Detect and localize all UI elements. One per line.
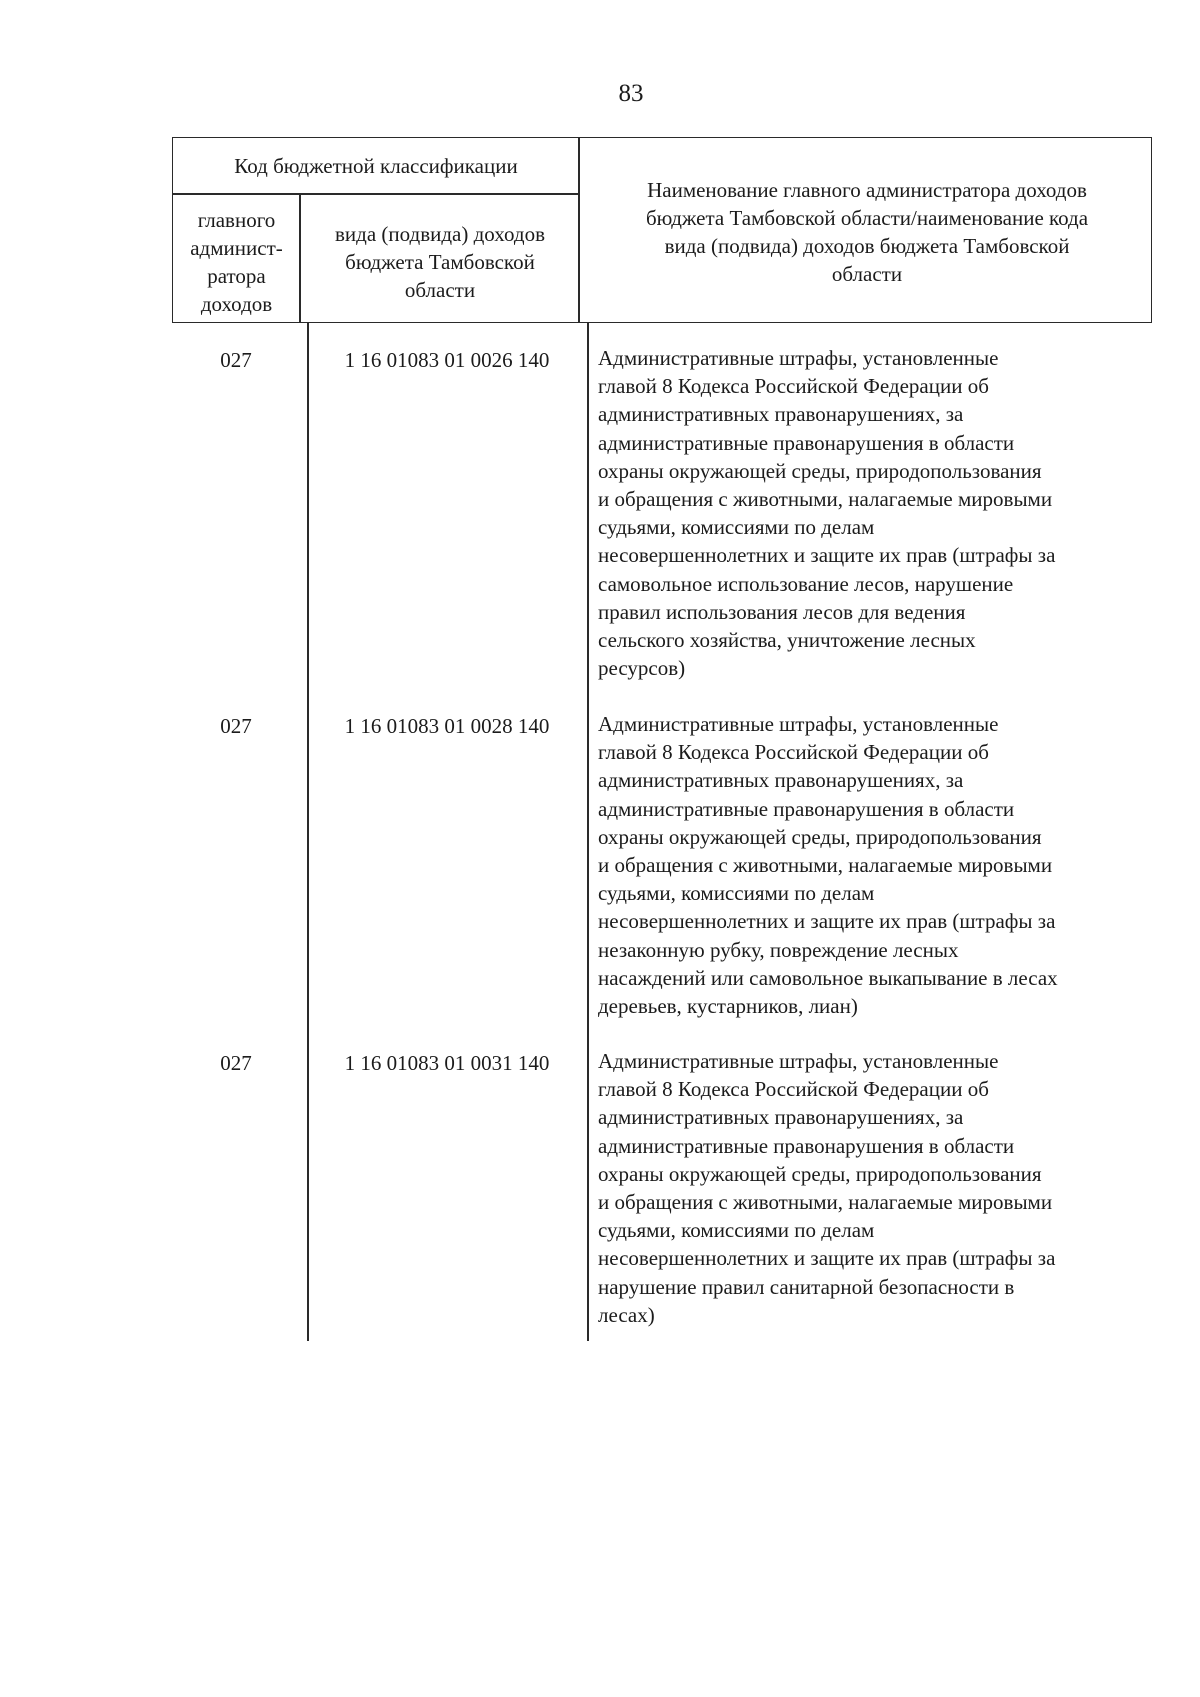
table-row-2-name: Административные штрафы, установленные главой 8 Кодекса Российской Федерации об административных правонарушениях, за административные правонарушения в области охраны окружающей среды, природопользования и обращения с животными, налагаемые мировыми судьями, комиссиями по делам несовершеннолетних и защите их прав (штрафы за незаконную рубку, повреждение лесных насаждений или самовольное выкапывание в лесах деревьев, кустарников, лиан) — [598, 712, 1058, 1019]
table-header — [172, 137, 1152, 323]
body-divider-1 — [307, 323, 309, 1341]
page-number: 83 — [618, 80, 644, 107]
header-col-admin: главного админист- ратора доходов — [190, 208, 283, 316]
table-row-2-code: 1 16 01083 01 0028 140 — [344, 714, 550, 738]
table-row-1-code: 1 16 01083 01 0026 140 — [344, 348, 550, 372]
table-row-1-name: Административные штрафы, установленные главой 8 Кодекса Российской Федерации об административных правонарушениях, за административные правонарушения в области охраны окружающей среды, природопользования и обращения с животными, налагаемые мировыми судьями, комиссиями по делам несовершеннолетних и защите их прав (штрафы за самовольное использование лесов, нарушение правил использования лесов для ведения сельского хозяйства, уничтожение лесных ресурсов) — [598, 346, 1056, 681]
table-row-3-name: Административные штрафы, установленные главой 8 Кодекса Российской Федерации об административных правонарушениях, за административные правонарушения в области охраны окружающей среды, природопользования и обращения с животными, налагаемые мировыми судьями, комиссиями по делам несовершеннолетних и защите их прав (штрафы за нарушение правил санитарной безопасности в лесах) — [598, 1049, 1056, 1327]
header-divider-code-group — [173, 193, 578, 195]
header-col-kind: вида (подвида) доходов бюджета Тамбовской области — [335, 222, 545, 302]
table-row-2-admin: 027 — [220, 714, 252, 738]
table-row-3-code: 1 16 01083 01 0031 140 — [344, 1051, 550, 1075]
header-col-name: Наименование главного администратора доходов бюджета Тамбовской области/наименование кода вида (подвида) доходов бюджета Тамбовской области — [645, 178, 1089, 286]
table-row-3-admin: 027 — [220, 1051, 252, 1075]
header-code-group: Код бюджетной классификации — [234, 154, 518, 178]
body-divider-2 — [587, 323, 589, 1341]
table-row-1-admin: 027 — [220, 348, 252, 372]
